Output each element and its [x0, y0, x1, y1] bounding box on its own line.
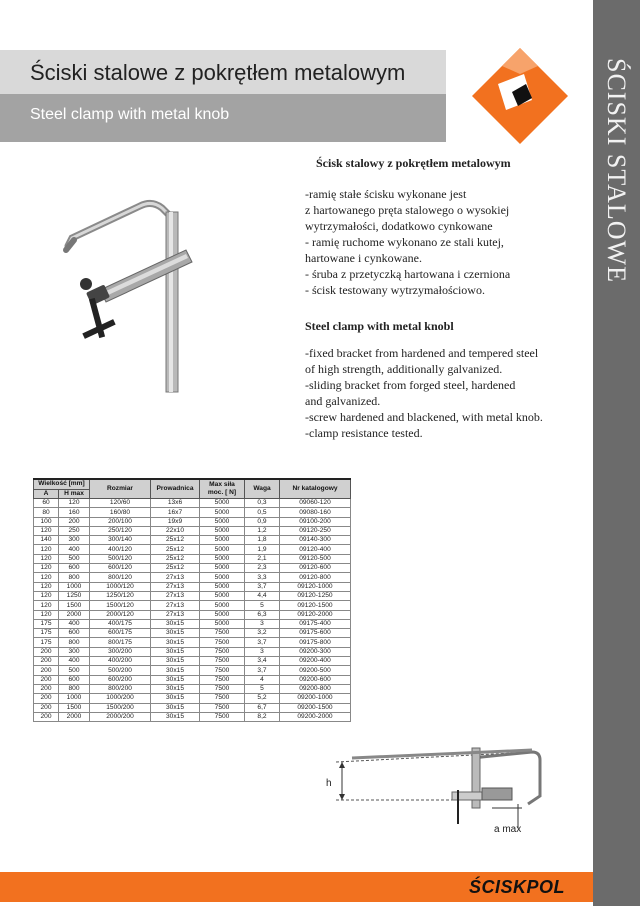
table-cell: 400/175	[90, 619, 151, 628]
table-cell: 1000	[59, 694, 90, 703]
table-cell: 60	[34, 499, 59, 508]
table-cell: 5000	[200, 591, 245, 600]
table-cell: 1000/200	[90, 694, 151, 703]
table-cell: 5	[245, 684, 280, 693]
table-cell: 5000	[200, 573, 245, 582]
table-cell: 80	[34, 508, 59, 517]
table-cell: 200	[34, 684, 59, 693]
table-cell: 175	[34, 638, 59, 647]
table-cell: 30x15	[151, 647, 200, 656]
table-cell: 800	[59, 573, 90, 582]
table-cell: 09200-600	[280, 675, 351, 684]
table-cell: 600	[59, 675, 90, 684]
table-cell: 09120-800	[280, 573, 351, 582]
table-cell: 2000/120	[90, 610, 151, 619]
table-cell: 300/140	[90, 536, 151, 545]
table-cell: 6,3	[245, 610, 280, 619]
table-cell: 600/120	[90, 564, 151, 573]
table-cell: 5	[245, 601, 280, 610]
table-cell: 09120-250	[280, 526, 351, 535]
table-cell: 09200-1500	[280, 703, 351, 712]
table-cell: 09200-800	[280, 684, 351, 693]
table-cell: 09175-600	[280, 629, 351, 638]
table-cell: 2000/200	[90, 712, 151, 721]
description-pl-line: - śruba z przetyczką hartowana i czerniona	[305, 267, 511, 281]
table-row	[34, 517, 351, 526]
page-subtitle: Steel clamp with metal knob	[30, 106, 230, 123]
table-row	[34, 526, 351, 535]
table-row	[34, 647, 351, 656]
description-en-line: of high strength, additionally galvanized.	[305, 362, 503, 376]
table-cell: 2000	[59, 610, 90, 619]
header-subtitle-bar	[0, 94, 446, 142]
table-cell: 0,5	[245, 508, 280, 517]
table-cell: 120	[34, 526, 59, 535]
table-cell: 1500	[59, 703, 90, 712]
table-row	[34, 554, 351, 563]
table-cell: 30x15	[151, 694, 200, 703]
description-pl-title: Ścisk stalowy z pokrętłem metalowym	[316, 156, 511, 170]
table-cell: 5000	[200, 582, 245, 591]
table-cell: 16x7	[151, 508, 200, 517]
table-cell: 5000	[200, 619, 245, 628]
description-en-line: and galvanized.	[305, 394, 381, 408]
th-a: A	[34, 489, 59, 499]
table-cell: 400	[59, 545, 90, 554]
table-cell: 120/60	[90, 499, 151, 508]
table-cell: 1250/120	[90, 591, 151, 600]
description-pl-line: z hartowanego pręta stalowego o wysokiej	[305, 203, 510, 217]
description-pl-line: - ścisk testowany wytrzymałościowo.	[305, 283, 485, 297]
th-waga: Waga	[245, 479, 280, 499]
spec-table-body	[34, 499, 351, 722]
table-cell: 2000	[59, 712, 90, 721]
table-cell: 600	[59, 564, 90, 573]
table-cell: 5000	[200, 499, 245, 508]
table-cell: 09060-120	[280, 499, 351, 508]
header-banner	[0, 50, 446, 142]
table-cell: 600/175	[90, 629, 151, 638]
table-cell: 7500	[200, 629, 245, 638]
table-cell: 120	[34, 591, 59, 600]
table-cell: 3,7	[245, 638, 280, 647]
table-cell: 120	[59, 499, 90, 508]
table-cell: 22x10	[151, 526, 200, 535]
side-label: ŚCISKI STALOWE	[602, 57, 631, 283]
description-pl	[305, 186, 510, 298]
table-row	[34, 499, 351, 508]
table-cell: 300	[59, 647, 90, 656]
label-h: h	[326, 778, 332, 789]
table-cell: 27x13	[151, 591, 200, 600]
table-cell: 800	[59, 638, 90, 647]
th-size-group: Wielkość [mm]	[34, 479, 90, 489]
table-row	[34, 657, 351, 666]
table-cell: 3	[245, 619, 280, 628]
description-pl-line: hartowane i cynkowane.	[305, 251, 422, 265]
description-en-line: -fixed bracket from hardened and tempered steel	[305, 346, 539, 360]
table-cell: 120	[34, 610, 59, 619]
table-cell: 1,2	[245, 526, 280, 535]
table-cell: 09120-1500	[280, 601, 351, 610]
table-cell: 120	[34, 573, 59, 582]
table-cell: 500/200	[90, 666, 151, 675]
description-pl-line: wytrzymałości, dodatkowo cynkowane	[305, 219, 493, 233]
description-pl-line: -ramię stałe ścisku wykonane jest	[305, 187, 467, 201]
th-rozmiar: Rozmiar	[90, 479, 151, 499]
table-cell: 09200-1000	[280, 694, 351, 703]
table-cell: 30x15	[151, 657, 200, 666]
table-cell: 25x12	[151, 564, 200, 573]
table-cell: 200	[34, 675, 59, 684]
table-cell: 09175-800	[280, 638, 351, 647]
table-cell: 400	[59, 657, 90, 666]
table-cell: 1500/200	[90, 703, 151, 712]
table-cell: 09120-1000	[280, 582, 351, 591]
header-title-bar	[0, 50, 446, 94]
table-cell: 800	[59, 684, 90, 693]
table-cell: 30x15	[151, 638, 200, 647]
table-cell: 120	[34, 564, 59, 573]
table-cell: 5000	[200, 554, 245, 563]
table-cell: 0,9	[245, 517, 280, 526]
table-cell: 1500	[59, 601, 90, 610]
description-en-line: -screw hardened and blackened, with metal knob.	[305, 410, 543, 424]
table-cell: 09200-300	[280, 647, 351, 656]
table-cell: 120	[34, 554, 59, 563]
table-cell: 7500	[200, 657, 245, 666]
table-cell: 5000	[200, 610, 245, 619]
table-cell: 30x15	[151, 619, 200, 628]
table-cell: 250/120	[90, 526, 151, 535]
table-cell: 200	[34, 703, 59, 712]
footer-brand: ŚCISKPOL	[468, 877, 565, 897]
table-row	[34, 545, 351, 554]
table-cell: 09200-400	[280, 657, 351, 666]
table-cell: 5000	[200, 526, 245, 535]
table-cell: 7500	[200, 684, 245, 693]
table-cell: 500	[59, 554, 90, 563]
table-cell: 7500	[200, 675, 245, 684]
table-row	[34, 601, 351, 610]
table-cell: 200	[34, 694, 59, 703]
table-row	[34, 536, 351, 545]
table-row	[34, 638, 351, 647]
table-cell: 7500	[200, 694, 245, 703]
table-cell: 13x6	[151, 499, 200, 508]
table-cell: 175	[34, 629, 59, 638]
table-cell: 5000	[200, 545, 245, 554]
table-cell: 600	[59, 629, 90, 638]
table-cell: 19x9	[151, 517, 200, 526]
table-cell: 250	[59, 526, 90, 535]
table-cell: 5000	[200, 536, 245, 545]
th-h: H max	[59, 489, 90, 499]
th-prowadnica: Prowadnica	[151, 479, 200, 499]
table-cell: 100	[34, 517, 59, 526]
table-cell: 25x12	[151, 545, 200, 554]
table-cell: 2,3	[245, 564, 280, 573]
table-cell: 200	[34, 712, 59, 721]
table-row	[34, 712, 351, 721]
table-cell: 3	[245, 647, 280, 656]
table-cell: 500/120	[90, 554, 151, 563]
table-row	[34, 564, 351, 573]
table-cell: 4	[245, 675, 280, 684]
table-row	[34, 666, 351, 675]
steel-clamp-photo	[60, 180, 280, 400]
table-cell: 09120-500	[280, 554, 351, 563]
table-cell: 400/120	[90, 545, 151, 554]
table-row	[34, 694, 351, 703]
table-cell: 600/200	[90, 675, 151, 684]
table-cell: 3,4	[245, 657, 280, 666]
table-cell: 7500	[200, 666, 245, 675]
table-cell: 160/80	[90, 508, 151, 517]
table-cell: 27x13	[151, 573, 200, 582]
table-cell: 5000	[200, 508, 245, 517]
description-pl-line: - ramię ruchome wykonano ze stali kutej,	[305, 235, 504, 249]
table-cell: 5000	[200, 601, 245, 610]
table-cell: 09175-400	[280, 619, 351, 628]
label-a-max: a max	[494, 824, 522, 835]
table-cell: 0,3	[245, 499, 280, 508]
table-cell: 175	[34, 619, 59, 628]
table-cell: 400/200	[90, 657, 151, 666]
table-cell: 09140-300	[280, 536, 351, 545]
th-nr: Nr katalogowy	[280, 479, 351, 499]
table-cell: 30x15	[151, 629, 200, 638]
table-cell: 140	[34, 536, 59, 545]
table-row	[34, 582, 351, 591]
table-cell: 1000/120	[90, 582, 151, 591]
table-cell: 120	[34, 545, 59, 554]
table-cell: 300	[59, 536, 90, 545]
table-cell: 8,2	[245, 712, 280, 721]
table-cell: 200	[59, 517, 90, 526]
description-en-line: -sliding bracket from forged steel, hardened	[305, 378, 516, 392]
table-cell: 500	[59, 666, 90, 675]
table-cell: 800/120	[90, 573, 151, 582]
page-title: Ściski stalowe z pokrętłem metalowym	[30, 60, 406, 85]
brand-logo-icon	[468, 44, 572, 148]
table-row	[34, 619, 351, 628]
table-cell: 200	[34, 657, 59, 666]
table-cell: 30x15	[151, 712, 200, 721]
table-row	[34, 508, 351, 517]
table-cell: 800/175	[90, 638, 151, 647]
table-cell: 7500	[200, 712, 245, 721]
table-cell: 30x15	[151, 703, 200, 712]
table-cell: 25x12	[151, 554, 200, 563]
table-cell: 4,4	[245, 591, 280, 600]
table-cell: 1,8	[245, 536, 280, 545]
table-cell: 120	[34, 582, 59, 591]
description-en	[305, 345, 543, 441]
table-cell: 3,7	[245, 582, 280, 591]
table-cell: 09120-2000	[280, 610, 351, 619]
table-cell: 1000	[59, 582, 90, 591]
table-cell: 27x13	[151, 610, 200, 619]
table-cell: 200	[34, 647, 59, 656]
table-cell: 7500	[200, 638, 245, 647]
table-cell: 30x15	[151, 684, 200, 693]
table-cell: 300/200	[90, 647, 151, 656]
table-cell: 09120-600	[280, 564, 351, 573]
table-cell: 160	[59, 508, 90, 517]
th-max-sila: Max siła moc. [ N]	[200, 479, 245, 499]
table-cell: 30x15	[151, 675, 200, 684]
table-cell: 27x13	[151, 601, 200, 610]
table-cell: 2,1	[245, 554, 280, 563]
table-cell: 200/100	[90, 517, 151, 526]
table-cell: 09100-200	[280, 517, 351, 526]
table-cell: 6,7	[245, 703, 280, 712]
table-cell: 1,9	[245, 545, 280, 554]
table-row	[34, 629, 351, 638]
table-cell: 27x13	[151, 582, 200, 591]
table-row	[34, 573, 351, 582]
table-cell: 09200-500	[280, 666, 351, 675]
table-cell: 09120-1250	[280, 591, 351, 600]
table-cell: 1250	[59, 591, 90, 600]
description-en-title: Steel clamp with metal knobl	[305, 319, 454, 333]
table-cell: 400	[59, 619, 90, 628]
table-cell: 5,2	[245, 694, 280, 703]
description-en-line: -clamp resistance tested.	[305, 426, 423, 440]
table-cell: 200	[34, 666, 59, 675]
table-cell: 3,2	[245, 629, 280, 638]
table-cell: 7500	[200, 647, 245, 656]
table-cell: 30x15	[151, 666, 200, 675]
table-cell: 09120-400	[280, 545, 351, 554]
table-row	[34, 591, 351, 600]
table-cell: 3,7	[245, 666, 280, 675]
table-row	[34, 684, 351, 693]
table-cell: 25x12	[151, 536, 200, 545]
table-cell: 5000	[200, 517, 245, 526]
spec-table	[33, 478, 351, 722]
table-cell: 09200-2000	[280, 712, 351, 721]
table-row	[34, 703, 351, 712]
table-cell: 800/200	[90, 684, 151, 693]
footer-bar	[0, 872, 593, 902]
table-cell: 09080-160	[280, 508, 351, 517]
table-row	[34, 675, 351, 684]
table-cell: 5000	[200, 564, 245, 573]
table-cell: 3,3	[245, 573, 280, 582]
table-row	[34, 610, 351, 619]
table-cell: 1500/120	[90, 601, 151, 610]
clamp-dimension-diagram	[322, 728, 552, 838]
table-cell: 7500	[200, 703, 245, 712]
table-cell: 120	[34, 601, 59, 610]
